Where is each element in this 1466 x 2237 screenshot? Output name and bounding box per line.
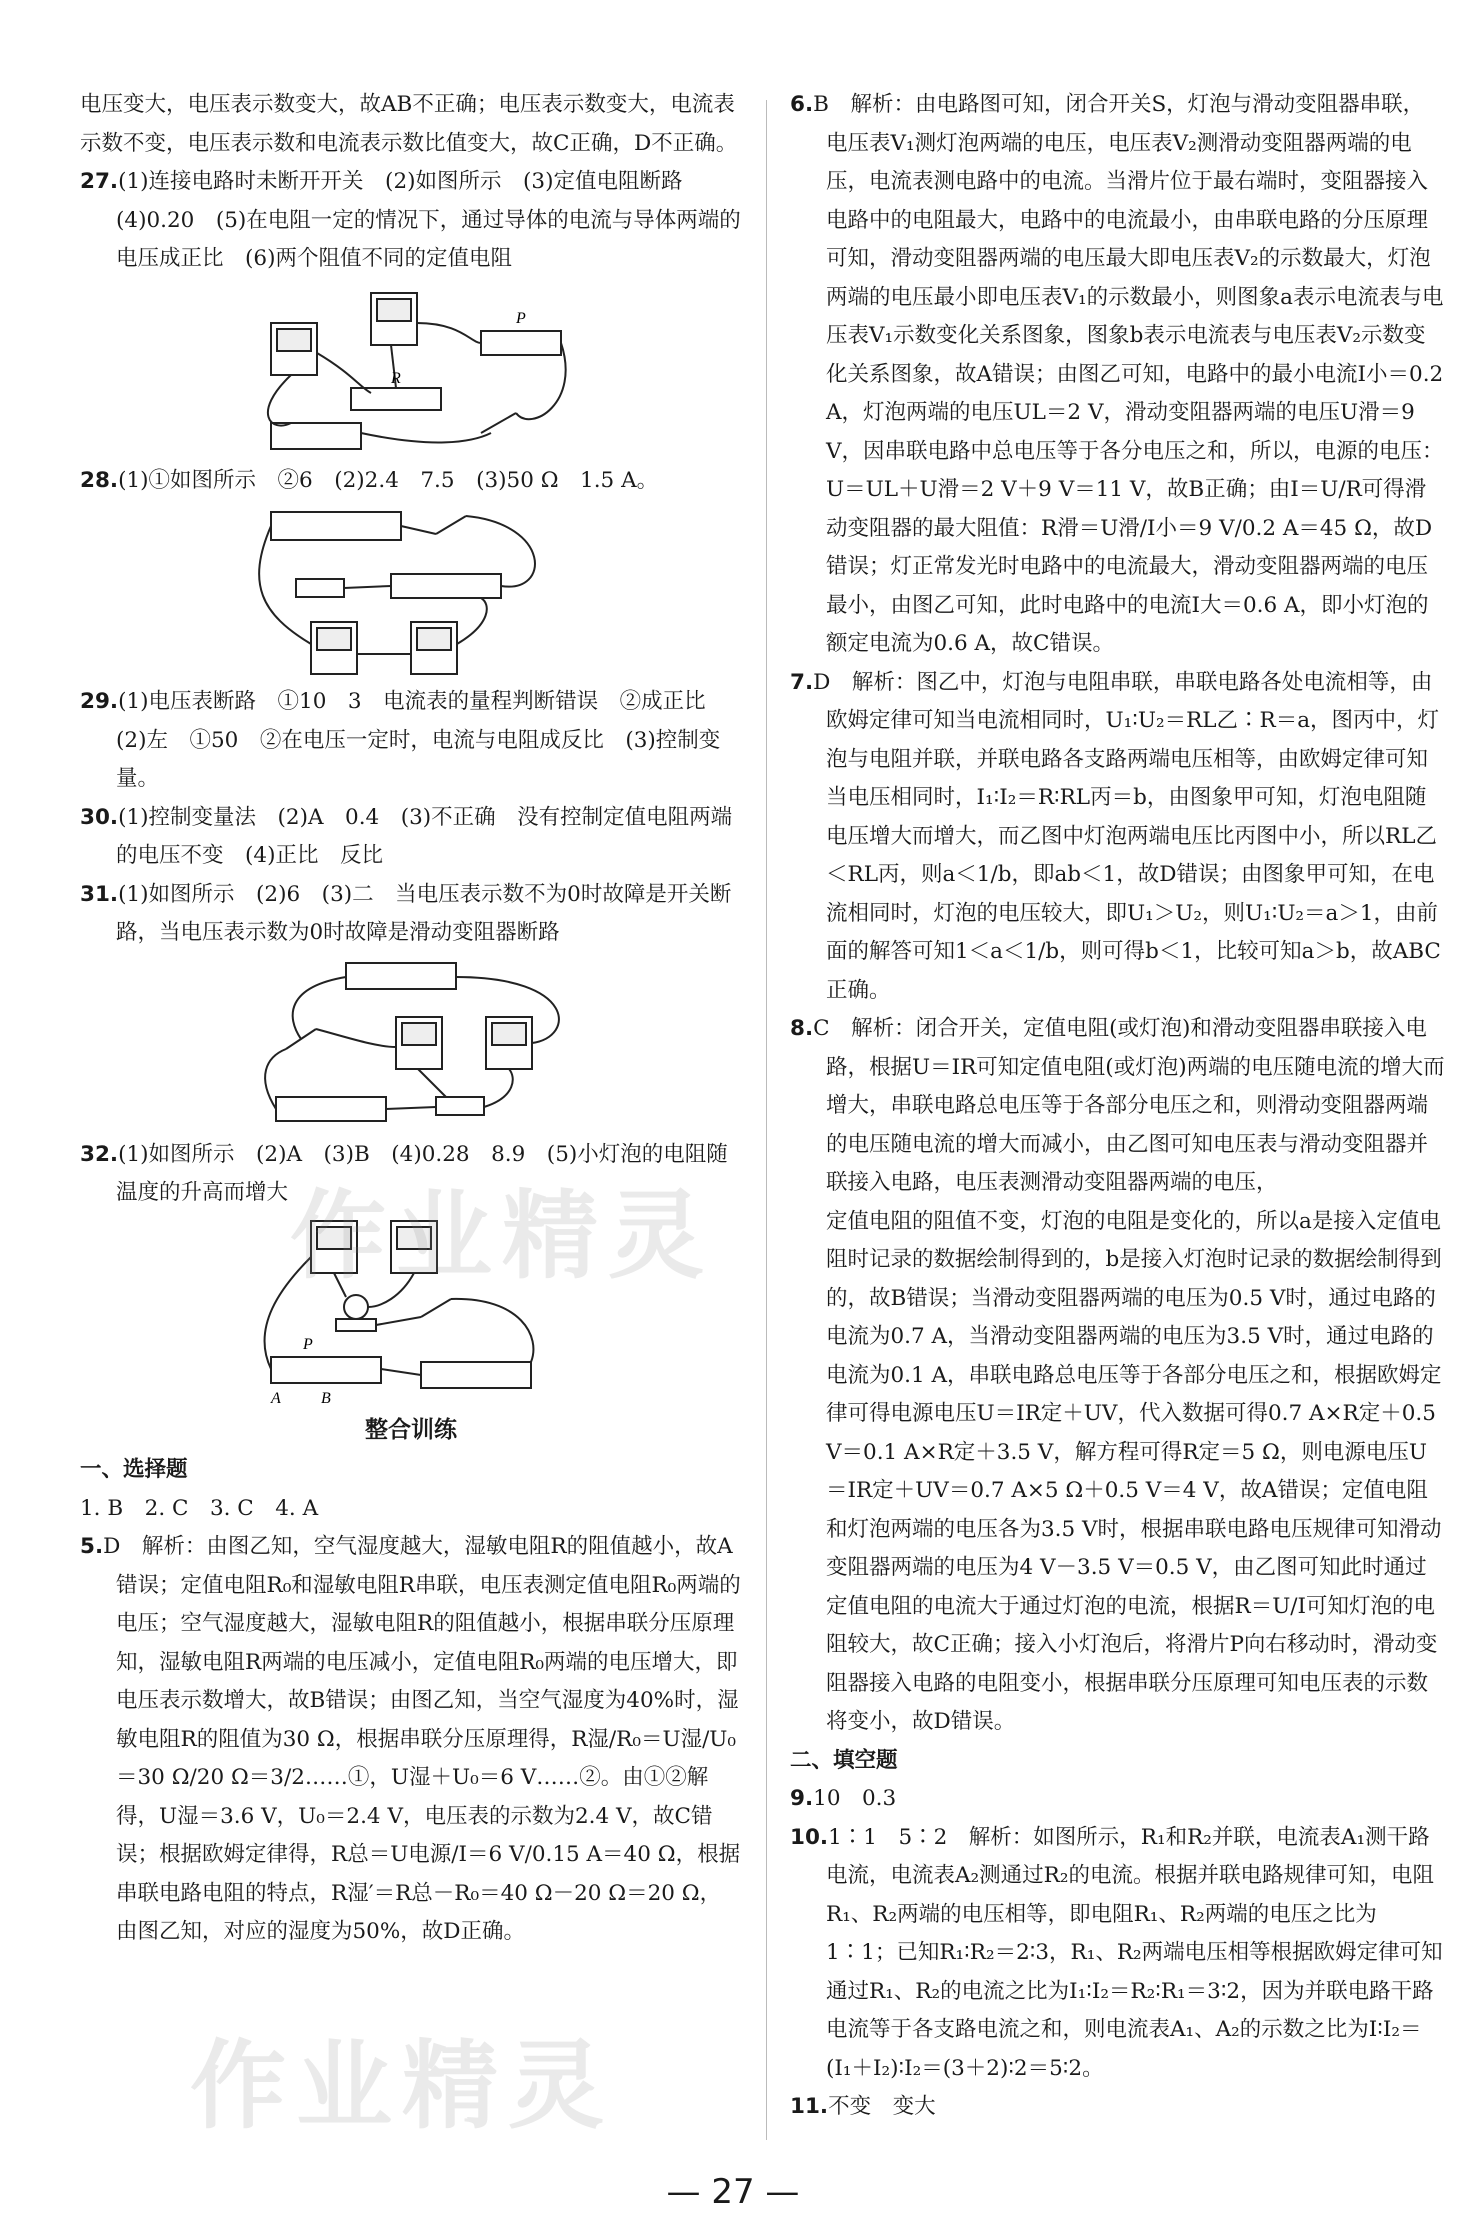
answer-text: D 解析：图乙中，灯泡与电阻串联，串联电路各处电流相等，由欧姆定律可知当电流相同时，U₁∶U₂＝RL乙∶R＝a，图丙中，灯泡与电阻并联，并联电路各支路两端电压相等，由欧姆定律可知当电压相同时，I₁∶I₂＝R∶RL丙＝b，由图象甲可知，灯泡电阻随电压增大而增大，而乙图中灯泡两端电压比丙图中小，所以RL乙＜RL丙，则a＜1/b，即ab＜1，故D错误；由图象甲可知，在电流相同时，灯泡的电压较大，即U₁＞U₂，则U₁∶U₂＝a＞1，由前面的解答可知1＜a＜1/b，则可得b＜1，比较可知a＞b，故ABC正确。 (813, 669, 1441, 1003)
circuit-figure-31 (246, 957, 576, 1132)
answer-text: 不变 变大 (828, 2094, 936, 2119)
answer-number: 32. (80, 1141, 119, 1167)
answer-number: 10. (790, 1824, 829, 1850)
answer-text: (1)控制变量法 (2)A 0.4 (3)不正确 没有控制定值电阻两端的电压不变 (4)正比 反比 (116, 804, 733, 868)
answer-31 (80, 876, 742, 953)
answer-number: 28. (80, 467, 119, 493)
answer-text: B 解析：由电路图可知，闭合开关S，灯泡与滑动变阻器串联，电压表V₁测灯泡两端的电压，电压表V₂测滑动变阻器两端的电压，电流表测电路中的电流。当滑片位于最右端时，变阻器接入电路中的电阻最大，电路中的电流最小，由串联电路的分压原理可知，滑动变阻器两端的电压最大即电压表V₂的示数最大，灯泡两端的电压最小即电压表V₁的示数最小，则图象a表示电流表与电压表V₁示数变化关系图象，图象b表示电流表与电压表V₂示数变化关系图象，故A错误；由图乙可知，电路中的最小电流I小＝0.2 A，灯泡两端的电压UL＝2 V，滑动变阻器两端的电压U滑＝9 V，因串联电路中总电压等于各分电压之和，所以，电源的电压：U＝UL＋U滑＝2 V＋9 V＝11 V，故B正确；由I＝U/R可得滑动变阻器的最大阻值：R滑＝U滑/I小＝9 V/0.2 A＝45 Ω，故D错误；灯正常发光时电路中的电流最大，滑动变阻器两端的电压最小，由图乙可知，此时电路中的电流I大＝0.6 A，即小灯泡的额定电流为0.6 A，故C错误。 (813, 92, 1444, 656)
answer-10 (790, 1819, 1445, 2089)
circuit-figure-27 (231, 283, 591, 458)
section-heading-fill: 二、填空题 (790, 1747, 898, 1773)
answer-5 (80, 1528, 742, 1952)
svg-text:B: B (321, 1389, 331, 1407)
answer-number: 27. (80, 169, 119, 194)
right-column (790, 86, 1445, 2127)
page-number-value: 27 (711, 2172, 755, 2212)
section-heading-choice: 一、选择题 (80, 1457, 188, 1482)
answer-29 (80, 683, 742, 799)
answer-text: (1)如图所示 (2)6 (3)二 当电压表示数不为0时故障是开关断路，当电压表示数为0时故障是滑动变阻器断路 (116, 881, 732, 945)
answer-number: 5. (80, 1534, 104, 1559)
answer-text: 10 0.3 (813, 1786, 897, 1811)
answer-8-continued: 定值电阻的阻值不变，灯泡的电阻是变化的，所以a是接入定值电阻时记录的数据绘制得到的，b是接入灯泡时记录的数据绘制得到的，故B错误；当滑动变阻器两端的电压为0.5 V时，通过电路的电流为0.7 A，当滑动变阻器两端的电压为3.5 V时，通过电路的电流为0.1 A，串联电路总电压等于各部分电压之和，根据欧姆定律可得电源电压U＝IR定＋UV，代入数据可得0.7 A×R定＋0.5 V＝0.1 A×R定＋3.5 V，解方程可得R定＝5 Ω，则电源电压U＝IR定＋UV＝0.7 A×5 Ω＋0.5 V＝4 V，故A错误；定值电阻和灯泡两端的电压各为3.5 V时，根据串联电路电压规律可知滑动变阻器两端的电压为4 V－3.5 V＝0.5 V，由乙图可知此时通过定值电阻的电流大于通过灯泡的电流，根据R＝U/I可知灯泡的电阻较大，故C正确；接入小灯泡后，将滑片P向右移动时，滑动变阻器接入电路的电阻变小，根据串联分压原理可知电压表的示数将变小，故D错误。 (826, 1208, 1442, 1734)
answer-28 (80, 462, 742, 501)
answer-number: 9. (790, 1786, 814, 1811)
circuit-figure-28 (251, 504, 571, 679)
answer-8 (790, 1010, 1445, 1203)
answer-text: D 解析：由图乙知，空气湿度越大，湿敏电阻R的阻值越小，故A错误；定值电阻R₀和湿敏电阻R串联，电压表测定值电阻R₀两端的电压；空气湿度越大，湿敏电阻R的阻值越小，根据串联分压原理知，湿敏电阻R两端的电压减小，定值电阻R₀两端的电压增大，即电压表示数增大，故B错误；由图乙知，当空气湿度为40%时，湿敏电阻R的阻值为30 Ω，根据串联分压原理得，R湿/R₀＝U湿/U₀＝30 Ω/20 Ω＝3/2……①，U湿＋U₀＝6 V……②。由①②解得，U湿＝3.6 V，U₀＝2.4 V，电压表的示数为2.4 V，故C错误；根据欧姆定律得，R总＝U电源/I＝6 V/0.15 A＝40 Ω，根据串联电路电阻的特点，R湿′＝R总－R₀＝40 Ω－20 Ω＝20 Ω，由图乙知，对应的湿度为50%，故D正确。 (103, 1534, 741, 1944)
answer-text: (1)如图所示 (2)A (3)B (4)0.28 8.9 (5)小灯泡的电阻随温度的升高而增大 (116, 1141, 728, 1205)
answer-27 (80, 163, 742, 279)
answer-text: C 解析：闭合开关，定值电阻(或灯泡)和滑动变阻器串联接入电路，根据U＝IR可知定值电阻(或灯泡)两端的电压随电流的增大而增大，串联电路总电压等于各部分电压之和，则滑动变阻器两端的电压随电流的增大而减小，由乙图可知电压表与滑动变阻器并联接入电路，电压表测滑动变阻器两端的电压， (813, 1016, 1445, 1195)
answer-6 (790, 86, 1445, 664)
answer-30 (80, 799, 742, 876)
answer-number: 30. (80, 804, 119, 830)
answer-number: 7. (790, 669, 814, 695)
answer-text: (1)①如图所示 ②6 (2)2.4 7.5 (3)50 Ω 1.5 A。 (118, 467, 659, 493)
section-title: 整合训练 (365, 1416, 457, 1443)
answer-text: 1∶1 5∶2 解析：如图所示，R₁和R₂并联，电流表A₁测干路电流，电流表A₂测通过R₂的电流。根据并联电路规律可知，电阻R₁、R₂两端的电压相等，即电阻R₁、R₂两端的电压之比为1∶1；已知R₁∶R₂＝2∶3，R₁、R₂两端电压相等根据欧姆定律可知通过R₁、R₂的电流之比为I₁∶I₂＝R₂∶R₁＝3∶2，因为并联电路干路电流等于各支路电流之和，则电流表A₁、A₂的示数之比为I∶I₂＝(I₁＋I₂)∶I₂＝(3＋2)∶2＝5∶2。 (826, 1824, 1443, 2081)
answer-text: (1)连接电路时未断开开关 (2)如图所示 (3)定值电阻断路 (4)0.20 (5)在电阻一定的情况下，通过导体的电流与导体两端的电压成正比 (6)两个阻值不同的定值电阻 (116, 169, 741, 271)
page-number: — 27 — (666, 2172, 800, 2212)
answer-number: 29. (80, 689, 119, 714)
answer-number: 11. (790, 2094, 829, 2119)
answer-7 (790, 664, 1445, 1011)
answer-number: 31. (80, 881, 119, 907)
intro-text: 电压变大，电压表示数变大，故AB不正确；电压表示数变大，电流表示数不变，电压表示数和电流表示数比值变大，故C正确，D不正确。 (80, 92, 738, 156)
answers-1-4: 1. B 2. C 3. C 4. A (80, 1495, 319, 1521)
answer-11 (790, 2088, 1445, 2127)
watermark: 作业精灵 (190, 2030, 614, 2142)
answer-9 (790, 1780, 1445, 1819)
column-divider (766, 100, 767, 2140)
svg-text:A: A (271, 1389, 281, 1407)
left-column (80, 86, 742, 1952)
answer-number: 6. (790, 92, 814, 117)
watermark: 作业精灵 (290, 1180, 714, 1292)
answer-number: 8. (790, 1016, 814, 1041)
svg-text:P: P (303, 1335, 313, 1353)
answer-text: (1)电压表断路 ①10 3 电流表的量程判断错误 ②成正比 (2)左 ①50 ②在电压一定时，电流与电阻成反比 (3)控制变量。 (116, 689, 728, 791)
svg-text:R: R (391, 369, 401, 387)
svg-text:P: P (516, 309, 526, 327)
